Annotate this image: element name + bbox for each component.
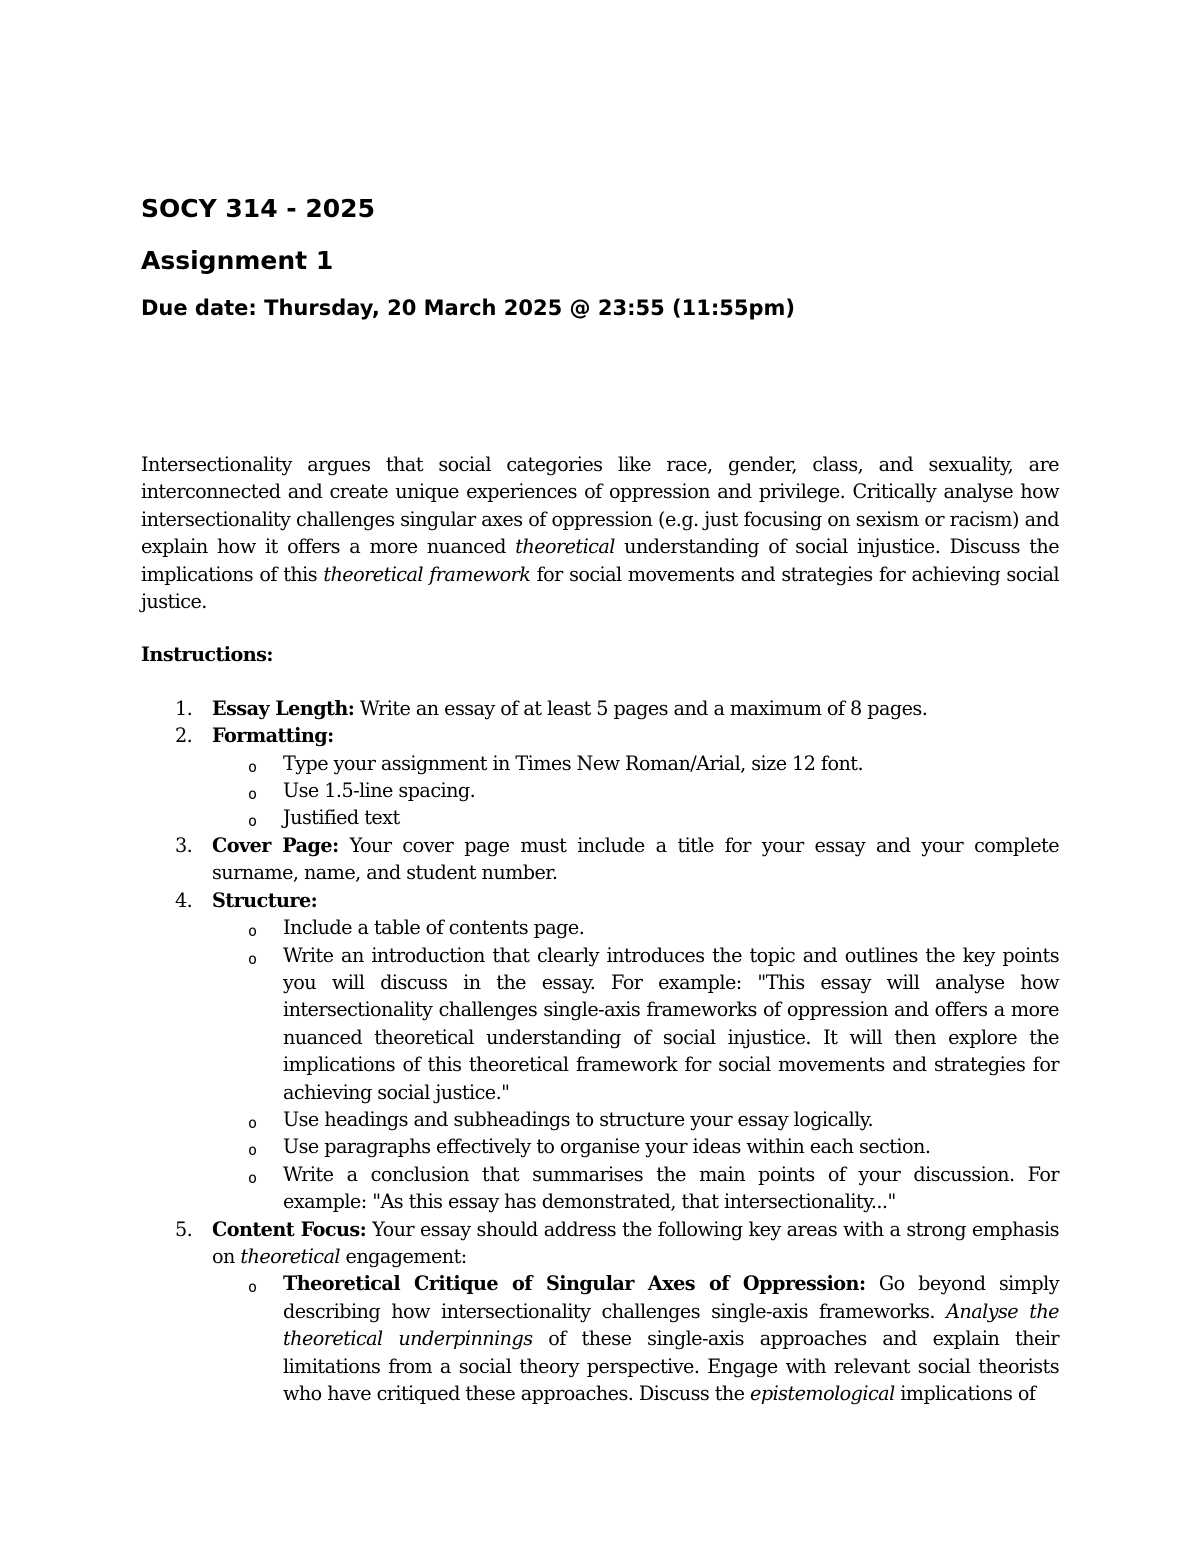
item-label: Structure: xyxy=(212,888,318,912)
item-number: 2. xyxy=(175,724,193,748)
intro-text-1: Intersectionality argues that social categories like race, gender, class, and sexuality, are interconnected and create unique experiences of oppression and privilege. Critically analyse how intersectionality challenges singular axes of oppression (e.g. just focusing on sexism or racism) and explain how it offers a more nuanced xyxy=(141,453,1059,559)
item-text: Write an essay of at least 5 pages and a maximum of 8 pages. xyxy=(354,696,928,720)
sub-list-item xyxy=(212,777,1059,804)
intro-emphasis-1: theoretical xyxy=(515,535,615,559)
sub-item-emphasis: Analyse the theoretical underpinnings xyxy=(283,1299,1059,1351)
bullet-icon: o xyxy=(248,1168,257,1187)
sub-item-text: Justified text xyxy=(283,806,400,830)
intro-emphasis-2: theoretical framework xyxy=(323,562,531,586)
instructions-title: Instructions: xyxy=(141,643,273,667)
item-number: 5. xyxy=(175,1217,193,1241)
sub-item-text: Write an introduction that clearly introduces the topic and outlines the key points you will discuss in the essay. For example: "This essay will analyse how intersectionality challenges single-axis frameworks of oppression and offers a more nuanced theoretical understanding of social injustice. It will then explore the implications of this theoretical framework for social movements and strategies for achieving social justice." xyxy=(283,943,1059,1104)
sub-list-item xyxy=(212,750,1059,777)
formatting-sublist xyxy=(212,750,1059,832)
instruction-item-formatting xyxy=(141,722,1059,832)
sub-item-text: Use paragraphs effectively to organise your ideas within each section. xyxy=(283,1135,931,1159)
instruction-item-essay-length xyxy=(141,695,1059,722)
item-number: 3. xyxy=(175,833,193,857)
sub-list-item xyxy=(212,914,1059,941)
bullet-icon: o xyxy=(248,949,257,968)
bullet-icon: o xyxy=(248,1141,257,1160)
item-text: engagement: xyxy=(339,1244,467,1268)
sub-item-text: Use 1.5-line spacing. xyxy=(283,779,476,803)
intro-text-3: for social movements and strategies for achieving social justice. xyxy=(141,562,1059,614)
sub-list-item xyxy=(212,1270,1059,1407)
sub-list-item xyxy=(212,1161,1059,1216)
instructions-list xyxy=(141,695,1059,1408)
intro-text-2: understanding of social injustice. Discuss the implications of this xyxy=(141,535,1059,586)
sub-list-item xyxy=(212,942,1059,1106)
sub-item-text: Go beyond simply describing how intersectionality challenges single-axis frameworks. xyxy=(283,1272,1060,1323)
item-text: Your cover page must include a title for your essay and your complete surname, name, and student number. xyxy=(212,833,1060,885)
sub-list-item xyxy=(212,804,1059,831)
bullet-icon: o xyxy=(248,812,257,831)
assignment-title: Assignment 1 xyxy=(141,246,334,275)
item-number: 1. xyxy=(175,696,193,720)
sub-list-item xyxy=(212,1106,1059,1133)
sub-item-label: Theoretical Critique of Singular Axes of Oppression: xyxy=(283,1272,866,1296)
item-emphasis: theoretical xyxy=(240,1244,340,1268)
bullet-icon: o xyxy=(248,922,257,941)
content-focus-sublist xyxy=(212,1270,1059,1407)
item-label: Content Focus: xyxy=(212,1217,367,1241)
sub-item-text: implications of xyxy=(894,1382,1036,1405)
sub-item-text: Use headings and subheadings to structure your essay logically. xyxy=(283,1107,874,1131)
due-date: Due date: Thursday, 20 March 2025 @ 23:55 (11:55pm) xyxy=(141,296,795,320)
instruction-item-content-focus xyxy=(141,1216,1059,1408)
item-label: Formatting: xyxy=(212,724,334,748)
item-label: Cover Page: xyxy=(212,833,339,857)
sub-item-text: of these single-axis approaches and explain their limitations from a social theory perspective. Engage with relevant social theorists who have critiqued these approaches. Discuss the xyxy=(283,1327,1059,1405)
sub-item-text: Include a table of contents page. xyxy=(283,916,585,940)
sub-item-emphasis: epistemological xyxy=(750,1382,895,1405)
sub-item-text: Write a conclusion that summarises the main points of your discussion. For example: "As this essay has demonstrated, that intersectionality..." xyxy=(283,1162,1059,1214)
item-text: Your essay should address the following key areas with a strong emphasis on xyxy=(212,1217,1059,1268)
bullet-icon: o xyxy=(248,1278,257,1297)
item-label: Essay Length: xyxy=(212,696,355,720)
bullet-icon: o xyxy=(248,1113,257,1132)
bullet-icon: o xyxy=(248,757,257,776)
sub-list-item xyxy=(212,1133,1059,1160)
bullet-icon: o xyxy=(248,785,257,804)
structure-sublist xyxy=(212,914,1059,1215)
document-content xyxy=(141,196,1059,1407)
course-title: SOCY 314 - 2025 xyxy=(141,194,375,223)
instruction-item-structure xyxy=(141,887,1059,1216)
item-number: 4. xyxy=(175,888,193,912)
instruction-item-cover-page xyxy=(141,832,1059,887)
sub-item-text: Type your assignment in Times New Roman/Arial, size 12 font. xyxy=(283,751,863,775)
intro-paragraph xyxy=(141,451,1059,615)
